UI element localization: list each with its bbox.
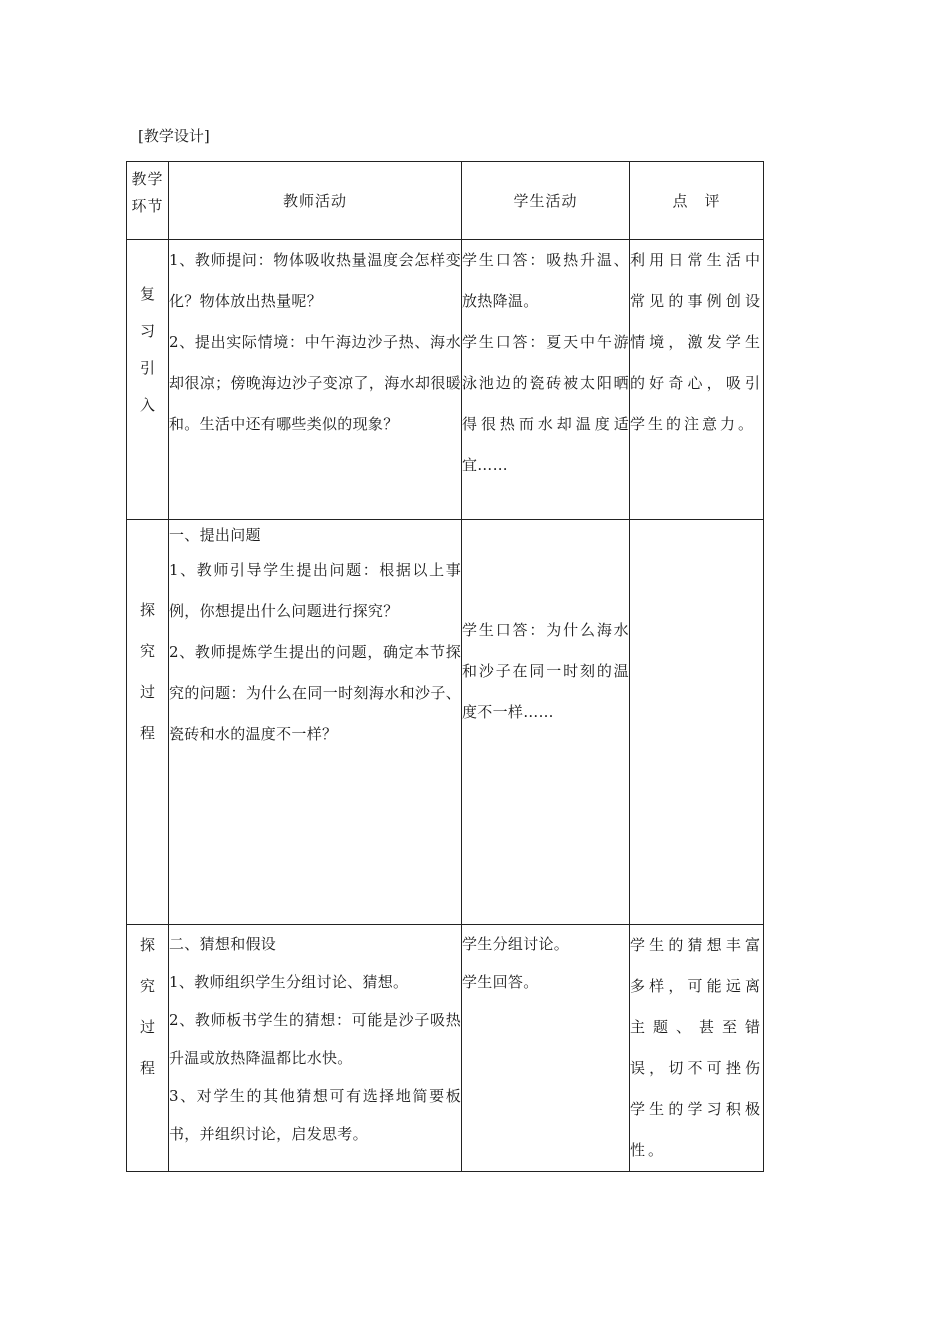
- teacher-activity-cell: [169, 240, 462, 520]
- comment-cell: [630, 520, 764, 925]
- table-header-row: [127, 162, 764, 240]
- teacher-activity-text: 二、猜想和假设: [169, 935, 277, 953]
- table-row: [127, 520, 764, 925]
- teacher-activity-cell: [169, 520, 462, 925]
- stage-char: 究: [139, 642, 155, 660]
- lesson-design-table: [126, 161, 764, 1172]
- stage-cell: [127, 520, 169, 925]
- teacher-activity-text: 1、教师引导学生提出问题：根据以上事例，你想提出什么问题进行探究？: [169, 561, 461, 620]
- student-activity-text: 学生回答。: [462, 973, 539, 991]
- stage-char: 引: [139, 359, 155, 377]
- stage-cell: [127, 240, 169, 520]
- stage-char: 过: [139, 683, 155, 701]
- stage-char: 探: [139, 601, 155, 619]
- header-comment: 点 评: [630, 162, 764, 240]
- student-activity-text: 学生口答：夏天中午游泳池边的瓷砖被太阳晒得很热而水却温度适宜……: [462, 333, 629, 474]
- teacher-activity-text: 2、提出实际情境：中午海边沙子热、海水却很凉；傍晚海边沙子变凉了，海水却很暖和。生活中还有哪些类似的现象？: [169, 333, 461, 433]
- comment-cell: [630, 240, 764, 520]
- stage-char: 复: [139, 285, 155, 303]
- student-activity-cell: [462, 925, 630, 1172]
- student-activity-cell: [462, 240, 630, 520]
- teacher-activity-cell: [169, 925, 462, 1172]
- stage-char: 习: [139, 322, 155, 340]
- teacher-activity-text: 1、教师组织学生分组讨论、猜想。: [169, 973, 409, 991]
- comment-cell: [630, 925, 764, 1172]
- stage-char: 探: [139, 936, 155, 954]
- teacher-activity-text: 2、教师提炼学生提出的问题，确定本节探究的问题：为什么在同一时刻海水和沙子、瓷砖和水的温度不一样？: [169, 643, 461, 743]
- header-stage: 教学环节: [127, 162, 169, 240]
- student-activity-text: 学生分组讨论。: [462, 935, 570, 953]
- student-activity-text: 学生口答：吸热升温、放热降温。: [462, 251, 629, 310]
- teacher-activity-text: 1、教师提问：物体吸收热量温度会怎样变化？物体放出热量呢？: [169, 251, 461, 310]
- section-heading: [教学设计]: [138, 127, 210, 145]
- teacher-activity-text: 2、教师板书学生的猜想：可能是沙子吸热升温或放热降温都比水快。: [169, 1011, 461, 1067]
- stage-cell: [127, 925, 169, 1172]
- stage-char: 究: [139, 977, 155, 995]
- header-student-activity: 学生活动: [462, 162, 630, 240]
- student-activity-text: 学生口答：为什么海水和沙子在同一时刻的温度不一样……: [462, 621, 629, 721]
- stage-char: 入: [139, 396, 155, 414]
- teacher-activity-text: 一、提出问题: [169, 526, 261, 544]
- table-row: [127, 240, 764, 520]
- comment-text: 利用日常生活中常见的事例创设情境，激发学生的好奇心，吸引学生的注意力。: [630, 251, 763, 433]
- stage-char: 程: [139, 724, 155, 742]
- stage-char: 过: [139, 1018, 155, 1036]
- stage-char: 程: [139, 1059, 155, 1077]
- table-row: [127, 925, 764, 1172]
- student-activity-cell: [462, 520, 630, 925]
- comment-text: 学生的猜想丰富多样，可能远离主题、甚至错误，切不可挫伤学生的学习积极性。: [630, 936, 763, 1159]
- teacher-activity-text: 3、对学生的其他猜想可有选择地简要板书，并组织讨论，启发思考。: [169, 1087, 461, 1143]
- header-teacher-activity: 教师活动: [169, 162, 462, 240]
